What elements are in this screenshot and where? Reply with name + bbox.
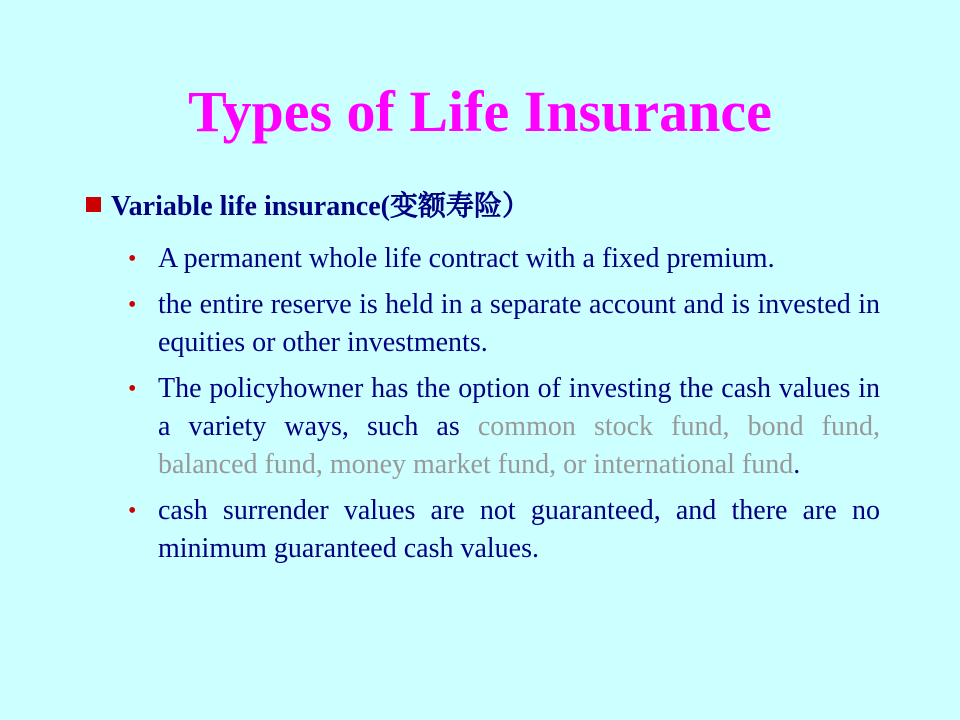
bullet-dot-icon: • [128, 498, 137, 524]
bullet-item-3 [128, 370, 880, 484]
bullet-item-4 [128, 492, 880, 568]
bullet-item-2 [128, 286, 880, 362]
bullet-text-period: . [793, 449, 801, 480]
bullet-text: cash surrender values are not guaranteed, and there are no minimum guaranteed cash values. [158, 495, 880, 564]
section-heading [86, 186, 906, 227]
bullet-text: The policyhowner has the option of investing the cash values in a variety ways, such as [158, 373, 880, 442]
bullet-dot-icon: • [128, 246, 137, 272]
bullet-text: A permanent whole life contract with a fixed premium. [158, 243, 775, 274]
bullet-text: the entire reserve is held in a separate account and is invested in equities or other investments. [158, 289, 880, 358]
bullet-list [128, 240, 880, 576]
bullet-dot-icon: • [128, 292, 137, 318]
bullet-item-1 [128, 240, 880, 278]
slide-title: Types of Life Insurance [188, 79, 772, 144]
bullet-dot-icon: • [128, 376, 137, 402]
section-heading-text: Variable life insurance( [111, 191, 390, 222]
section-heading-chinese: 变额寿险） [389, 189, 530, 222]
bullet-text-fund-list: common stock fund, bond fund, balanced fund, money market fund, or international fund [158, 411, 880, 480]
square-bullet-icon [86, 197, 101, 212]
